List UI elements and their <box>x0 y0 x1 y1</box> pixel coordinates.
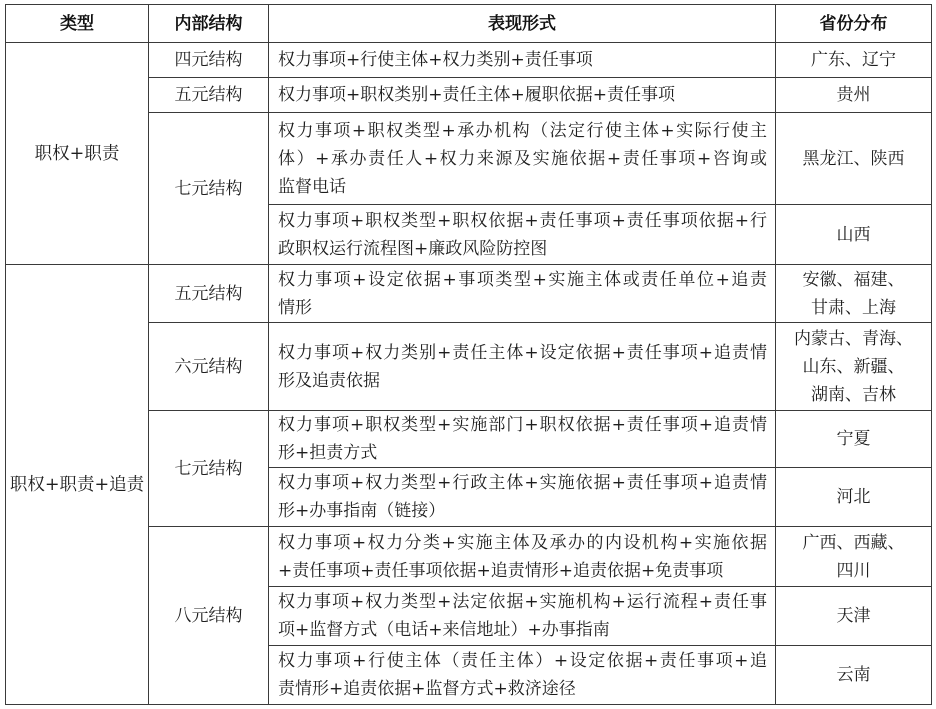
header-form <box>269 5 776 43</box>
province-cell <box>776 646 932 705</box>
form-line: 形及追责依据 <box>278 370 380 391</box>
form-line: 权力事项+职权类型+承办机构（法定行使主体+实际行使主 <box>278 120 767 141</box>
province-line: 内蒙古、青海、 <box>794 328 913 349</box>
header-province <box>776 5 932 43</box>
province-line: 黑龙江、陕西 <box>802 148 905 169</box>
form-line: 权力事项+设定依据+事项类型+实施主体或责任单位+追责 <box>278 269 767 290</box>
form-line: 权力事项+职权类型+职权依据+责任事项+责任事项依据+行 <box>278 210 767 231</box>
province-line: 河北 <box>836 487 871 507</box>
structure-cell <box>149 43 269 78</box>
permission-table <box>5 4 932 705</box>
form-cell <box>269 43 776 78</box>
header-province-label: 省份分布 <box>819 13 888 34</box>
header-form-label: 表现形式 <box>488 13 556 34</box>
province-cell <box>776 78 932 113</box>
form-line: 权力事项+权力类型+法定依据+实施机构+运行流程+责任事 <box>278 592 767 612</box>
structure-label: 五元结构 <box>174 85 243 105</box>
form-line: 体）+承办责任人+权力来源及实施依据+责任事项+咨询或 <box>278 148 767 169</box>
type-label: 职权+职责 <box>34 143 120 164</box>
header-structure <box>149 5 269 43</box>
province-line: 甘肃、上海 <box>811 297 896 318</box>
form-line: 权力事项+权力类型+行政主体+实施依据+责任事项+追责情 <box>278 473 767 493</box>
province-cell <box>776 205 932 265</box>
province-line: 云南 <box>836 665 871 685</box>
form-line: 形+办事指南（链接） <box>278 501 446 521</box>
province-line: 贵州 <box>836 85 871 105</box>
structure-label: 四元结构 <box>174 50 243 70</box>
structure-label: 八元结构 <box>174 605 243 626</box>
form-line: 责情形+追责依据+监督方式+救济途径 <box>278 679 576 699</box>
structure-label: 七元结构 <box>174 458 243 479</box>
form-line: +责任事项+责任事项依据+追责情形+追责依据+免责事项 <box>278 560 724 581</box>
province-cell <box>776 411 932 468</box>
header-type <box>6 5 149 43</box>
form-cell <box>269 323 776 411</box>
form-cell <box>269 113 776 205</box>
form-line: 情形 <box>278 297 312 318</box>
form-cell <box>269 646 776 705</box>
form-line: 权力事项+职权类型+实施部门+职权依据+责任事项+追责情 <box>278 415 767 435</box>
province-cell <box>776 527 932 587</box>
form-line: 政职权运行流程图+廉政风险防控图 <box>278 238 548 259</box>
province-line: 山东、新疆、 <box>802 356 905 377</box>
structure-cell <box>149 78 269 113</box>
form-line: 权力事项+行使主体（责任主体）+设定依据+责任事项+追 <box>278 651 767 671</box>
structure-cell <box>149 113 269 265</box>
province-line: 安徽、福建、 <box>802 269 905 290</box>
form-cell <box>269 411 776 468</box>
province-cell <box>776 587 932 646</box>
header-type-label: 类型 <box>60 13 94 34</box>
header-structure-label: 内部结构 <box>174 13 243 34</box>
form-line: 形+担责方式 <box>278 443 378 463</box>
province-line: 广西、西藏、 <box>802 532 905 553</box>
form-cell <box>269 468 776 527</box>
form-cell <box>269 265 776 323</box>
form-line: 权力事项+职权类别+责任主体+履职依据+责任事项 <box>278 85 675 105</box>
type-cell <box>6 265 149 705</box>
form-line: 权力事项+权力分类+实施主体及承办的内设机构+实施依据 <box>278 532 767 553</box>
structure-label: 五元结构 <box>174 283 243 304</box>
province-line: 山西 <box>836 224 871 245</box>
type-cell <box>6 43 149 265</box>
form-cell <box>269 205 776 265</box>
structure-cell <box>149 323 269 411</box>
form-cell <box>269 587 776 646</box>
province-cell <box>776 468 932 527</box>
form-line: 监督电话 <box>278 176 346 197</box>
province-cell <box>776 323 932 411</box>
province-cell <box>776 43 932 78</box>
form-cell <box>269 527 776 587</box>
form-line: 权力事项+权力类别+责任主体+设定依据+责任事项+追责情 <box>278 342 767 363</box>
structure-cell <box>149 411 269 527</box>
form-cell <box>269 78 776 113</box>
province-line: 天津 <box>836 606 871 626</box>
province-cell <box>776 265 932 323</box>
province-line: 宁夏 <box>836 429 871 449</box>
province-line: 四川 <box>836 560 871 581</box>
province-line: 湖南、吉林 <box>811 384 896 405</box>
structure-cell <box>149 527 269 705</box>
structure-label: 六元结构 <box>174 356 243 377</box>
type-label: 职权+职责+追责 <box>9 474 145 495</box>
province-line: 广东、辽宁 <box>811 50 896 70</box>
form-line: 项+监督方式（电话+来信地址）+办事指南 <box>278 620 610 640</box>
form-line: 权力事项+行使主体+权力类别+责任事项 <box>278 50 593 70</box>
structure-label: 七元结构 <box>174 178 243 199</box>
structure-cell <box>149 265 269 323</box>
province-cell <box>776 113 932 205</box>
